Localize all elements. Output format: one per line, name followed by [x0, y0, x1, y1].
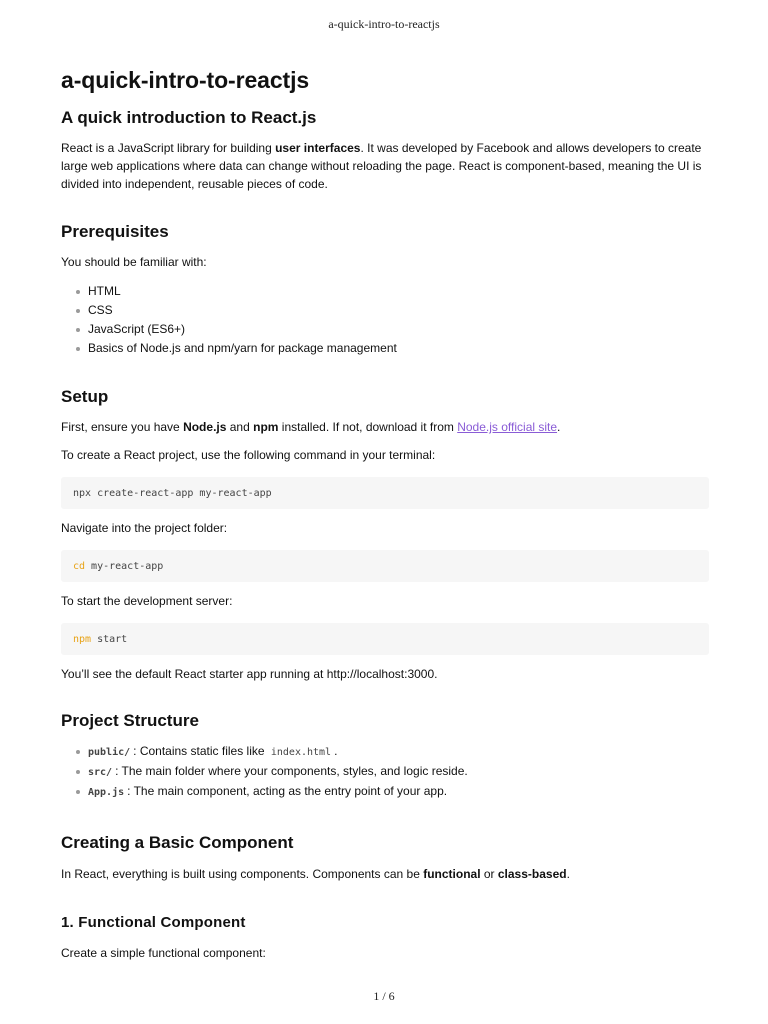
setup-paragraph-2: To create a React project, use the following command in your terminal:	[61, 448, 436, 462]
intro-paragraph	[61, 139, 709, 193]
bullet-icon	[76, 290, 80, 294]
code-block-npm-start: npm start	[61, 623, 709, 655]
bullet-icon	[76, 309, 80, 313]
page-header: a-quick-intro-to-reactjs	[328, 17, 440, 31]
prerequisites-heading: Prerequisites	[61, 222, 169, 241]
bullet-icon	[76, 770, 80, 774]
bullet-icon	[76, 347, 80, 351]
setup-paragraph-4: To start the development server:	[61, 594, 233, 608]
setup-paragraph-5: You’ll see the default React starter app running at http://localhost:3000.	[61, 667, 438, 681]
intro-heading: A quick introduction to React.js	[61, 108, 317, 127]
list-item: HTML	[61, 282, 709, 301]
list-item: Basics of Node.js and npm/yarn for package management	[61, 339, 709, 358]
bullet-icon	[76, 328, 80, 332]
basic-component-paragraph: In React, everything is built using components. Components can be functional or class-based.	[61, 867, 570, 881]
structure-list	[61, 742, 709, 802]
intro-text-2: . It was developed by Facebook and allows developers to create large web applications where data can change without reloading the page. React is component-based, meaning the UI is divided into independent, reusable pieces of code.	[61, 141, 702, 191]
setup-paragraph-1: First, ensure you have Node.js and npm installed. If not, download it from Node.js official site.	[61, 420, 561, 434]
nodejs-site-link[interactable]: Node.js official site	[457, 420, 558, 434]
page-number: 1 / 6	[373, 989, 395, 1003]
intro-text-1: React is a JavaScript library for building	[61, 141, 276, 155]
setup-paragraph-3: Navigate into the project folder:	[61, 521, 228, 535]
document-body	[61, 64, 709, 962]
bullet-icon	[76, 750, 80, 754]
list-item: src/ : The main folder where your components, styles, and logic reside.	[61, 762, 709, 782]
functional-component-heading: 1. Functional Component	[61, 914, 246, 931]
intro-bold: user interfaces	[275, 141, 361, 155]
list-item: public/ : Contains static files like index.html .	[61, 742, 709, 762]
structure-heading: Project Structure	[61, 711, 199, 730]
document-title: a-quick-intro-to-reactjs	[61, 67, 310, 93]
prerequisites-list	[61, 282, 709, 358]
code-block-cd: cd my-react-app	[61, 550, 709, 582]
prerequisites-lead: You should be familiar with:	[61, 255, 207, 269]
bullet-icon	[76, 790, 80, 794]
setup-heading: Setup	[61, 387, 109, 406]
functional-component-lead: Create a simple functional component:	[61, 946, 266, 960]
basic-component-heading: Creating a Basic Component	[61, 833, 294, 852]
list-item: CSS	[61, 301, 709, 320]
code-block-create-app: npx create-react-app my-react-app	[61, 477, 709, 509]
list-item: App.js : The main component, acting as the entry point of your app.	[61, 782, 709, 802]
list-item: JavaScript (ES6+)	[61, 320, 709, 339]
